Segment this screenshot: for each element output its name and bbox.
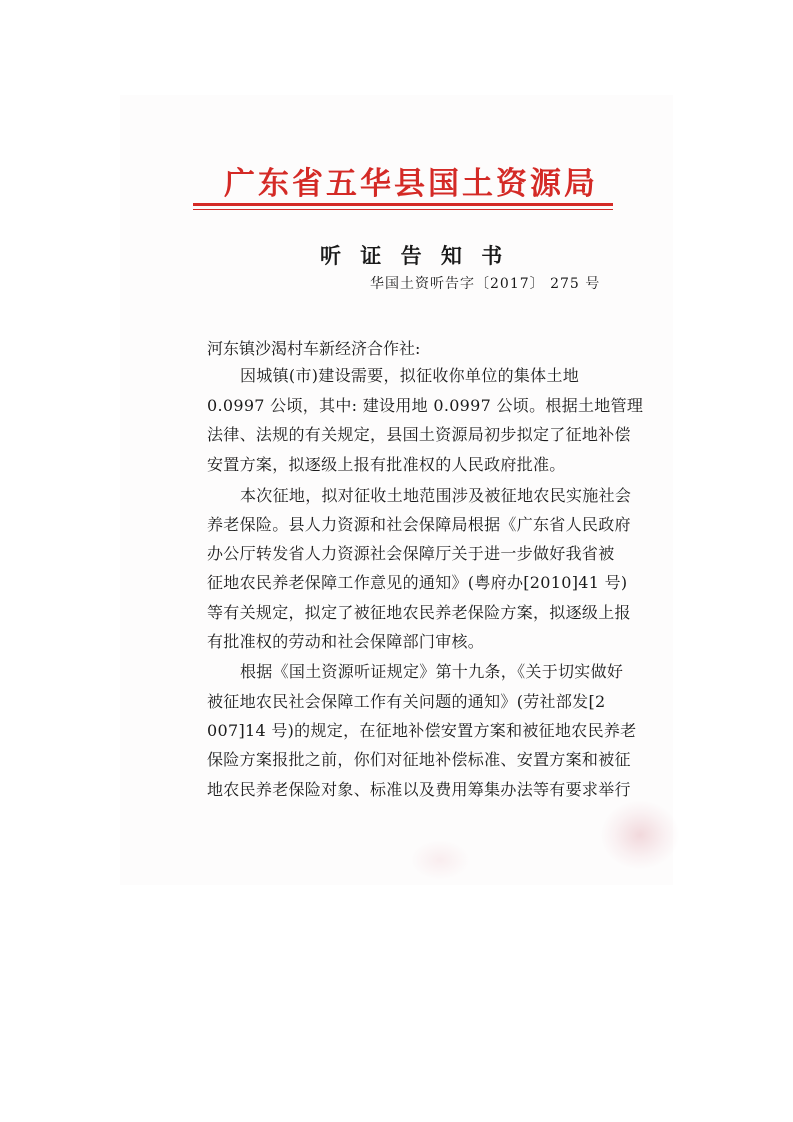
body-line: 地农民养老保险对象、标准以及费用筹集办法等有要求举行 <box>207 780 631 799</box>
body-line: 本次征地，拟对征收土地范围涉及被征地农民实施社会 <box>240 486 632 505</box>
body-line: 007]14 号)的规定，在征地补偿安置方案和被征地农民养老 <box>207 721 637 740</box>
body-line: 养老保险。县人力资源和社会保障局根据《广东省人民政府 <box>207 515 631 534</box>
document-title: 听 证 告 知 书 <box>320 244 509 268</box>
body-line: 因城镇(市)建设需要，拟征收你单位的集体土地 <box>240 366 580 385</box>
letterhead-red-rule-thick <box>193 203 613 206</box>
body-line: 安置方案，拟逐级上报有批准权的人民政府批准。 <box>207 455 566 474</box>
body-line: 有批准权的劳动和社会保障部门审核。 <box>207 632 485 651</box>
body-line: 办公厅转发省人力资源社会保障厅关于进一步做好我省被 <box>207 544 615 563</box>
letterhead-org-name: 广东省五华县国土资源局 <box>224 166 598 202</box>
body-line: 被征地农民社会保障工作有关问题的通知》(劳社部发[2 <box>207 692 606 711</box>
body-line: 征地农民养老保障工作意见的通知》(粤府办[2010]41 号) <box>207 573 628 592</box>
red-ink-stain <box>600 800 680 870</box>
faint-ink-stain <box>410 840 470 880</box>
document-number: 华国土资听告字〔2017〕 275 号 <box>370 276 601 292</box>
body-line: 保险方案报批之前，你们对征地补偿标准、安置方案和被征 <box>207 750 631 769</box>
body-line: 等有关规定，拟定了被征地农民养老保险方案，拟逐级上报 <box>207 603 631 622</box>
letterhead-red-rule-thin <box>193 209 613 210</box>
body-line: 法律、法规的有关规定，县国土资源局初步拟定了征地补偿 <box>207 425 631 444</box>
body-line: 根据《国土资源听证规定》第十九条，《关于切实做好 <box>240 662 624 681</box>
addressee: 河东镇沙渴村车新经济合作社: <box>207 339 421 358</box>
body-line: 0.0997 公顷，其中: 建设用地 0.0997 公顷。根据土地管理 <box>207 396 644 415</box>
